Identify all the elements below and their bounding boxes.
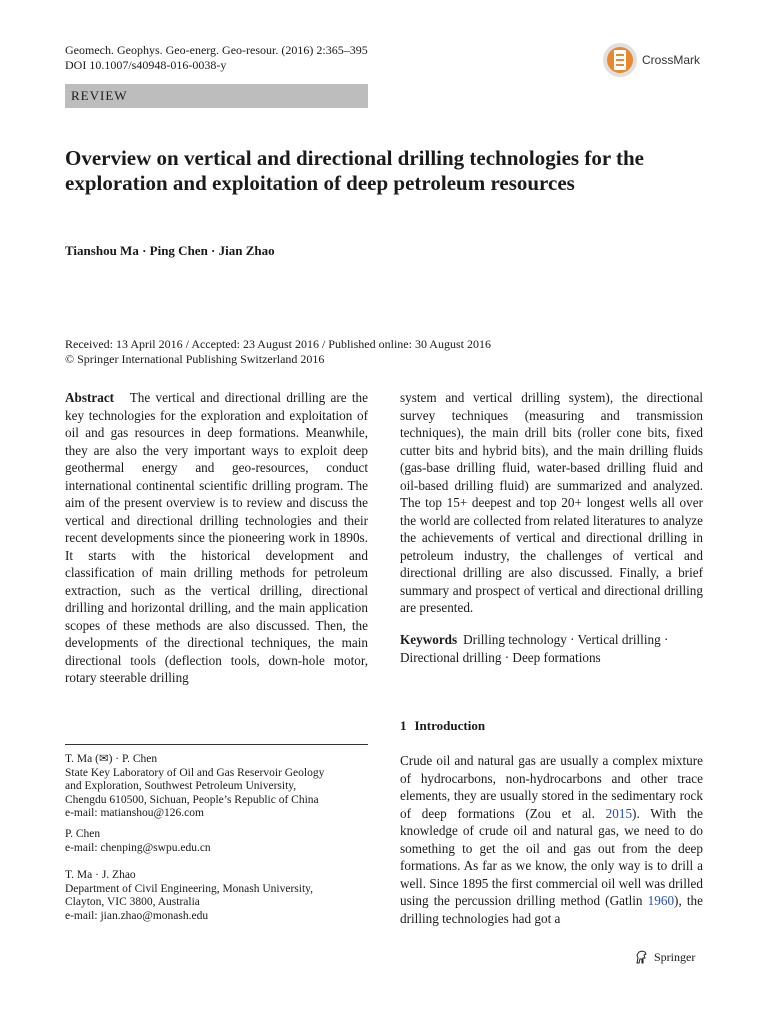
crossmark-icon — [602, 42, 638, 78]
affiliation-line: Clayton, VIC 3800, Australia — [65, 896, 200, 908]
abstract-text-left: The vertical and directional drilling are the key technologies for the exploration and exploitation of oil and gas resources in deep formations. Meanwhile, they are also the very important ways to exploit deep geothermal energy and geo-resources, conduct international continental scientific drilling program. The aim of the present overview is to review and discuss the vertical and directional drilling technologies and their recent developments since the pioneering work in 1890s. It starts with the historical development and classification of main drilling methods for petroleum extraction, such as the vertical drilling, directional drilling and horizontal drilling, and the main application scopes of these methods are also discussed. Then, the developments of the directional techniques, the main directional tools (deflection tools, down-hole motor, rotary steerable drilling — [65, 390, 369, 685]
article-type-band: REVIEW — [65, 84, 368, 108]
affiliation-block — [65, 753, 368, 821]
publisher-logo — [634, 949, 695, 965]
abstract-right-column: system and vertical drilling system), the directional survey techniques (measuring and transmission techniques), the main drill bits (roller cone bits, fixed cutter bits and hybrid bits), and the main drilling fluids (gas-base drilling fluid, water-based drilling fluid and oil-based drilling fluid) are summarized and analyzed. The top 15+ deepest and top 20+ longest wells all over the world are collected from related literatures to analyze the achievements of vertical and directional drilling in petroleum industry, the challenges of vertical and directional drilling are also discussed. Finally, a brief summary and prospect of vertical and directional drilling are presented. — [400, 390, 703, 615]
keywords-text: Drilling technology · Vertical drilling · Directional drilling · Deep formations — [400, 632, 669, 665]
intro-text-2: ). With the knowledge of crude oil and natural gas, we need to do something to get the oil and gas out from the deep formations. As far as we know, the only way is to drill a well. Since 1895 the first commercial oil well was drilled using the percussion drilling method (Gatlin — [400, 805, 704, 908]
affiliation-email[interactable]: e-mail: chenping@swpu.edu.cn — [65, 841, 211, 854]
affiliation-line: Department of Civil Engineering, Monash University, — [65, 882, 314, 895]
footnote-divider — [65, 744, 368, 745]
intro-text-1: Crude oil and natural gas are usually a complex mixture of hydrocarbons, non-hydrocarbons and other trace elements, they are usually stored in the sedimentary rock of deep formations (Zou et al. — [400, 753, 703, 821]
affiliation-email[interactable]: e-mail: jian.zhao@monash.edu — [65, 909, 209, 922]
affiliation-authors: T. Ma (✉) · P. Chen — [65, 753, 158, 765]
copyright-line: © Springer International Publishing Switzerland 2016 — [65, 351, 325, 366]
section-heading-introduction — [400, 718, 485, 734]
journal-header — [65, 43, 368, 73]
section-number: 1 — [400, 718, 407, 733]
affiliation-block — [65, 869, 368, 923]
article-title: Overview on vertical and directional drilling technologies for the exploration and exploitation of deep petroleum resources — [65, 146, 644, 195]
keywords — [400, 631, 703, 667]
crossmark-badge[interactable] — [602, 42, 700, 78]
doi[interactable]: DOI 10.1007/s40948-016-0038-y — [65, 58, 227, 72]
abstract-left-column — [65, 389, 368, 687]
section-title: Introduction — [414, 718, 486, 733]
affiliation-line: and Exploration, Southwest Petroleum University, — [65, 780, 297, 792]
dates-line: Received: 13 April 2016 / Accepted: 23 August 2016 / Published online: 30 August 2016 — [65, 337, 491, 351]
citation-link[interactable]: 2015 — [605, 805, 633, 821]
crossmark-label: CrossMark — [642, 53, 701, 67]
affiliation-line: State Key Laboratory of Oil and Gas Reservoir Geology — [65, 766, 325, 779]
affiliation-block — [65, 828, 368, 855]
affiliation-email[interactable]: e-mail: matianshou@126.com — [65, 807, 204, 819]
journal-citation: Geomech. Geophys. Geo-energ. Geo-resour. (2016) 2:365–395 — [65, 43, 368, 57]
publisher-name: Springer — [654, 949, 696, 964]
abstract-label: Abstract — [65, 390, 115, 405]
keywords-label: Keywords — [400, 632, 458, 647]
springer-horse-icon — [634, 949, 650, 965]
publication-dates — [65, 337, 491, 366]
affiliation-authors: T. Ma · J. Zhao — [65, 869, 136, 881]
introduction-paragraph — [400, 752, 703, 927]
affiliation-line: Chengdu 610500, Sichuan, People’s Republic of China — [65, 793, 319, 806]
affiliation-authors: P. Chen — [65, 828, 101, 840]
intro-text-3: ), the drilling technologies had got a — [400, 893, 703, 926]
citation-link[interactable]: 1960 — [647, 893, 675, 908]
author-list: Tianshou Ma · Ping Chen · Jian Zhao — [65, 243, 275, 258]
